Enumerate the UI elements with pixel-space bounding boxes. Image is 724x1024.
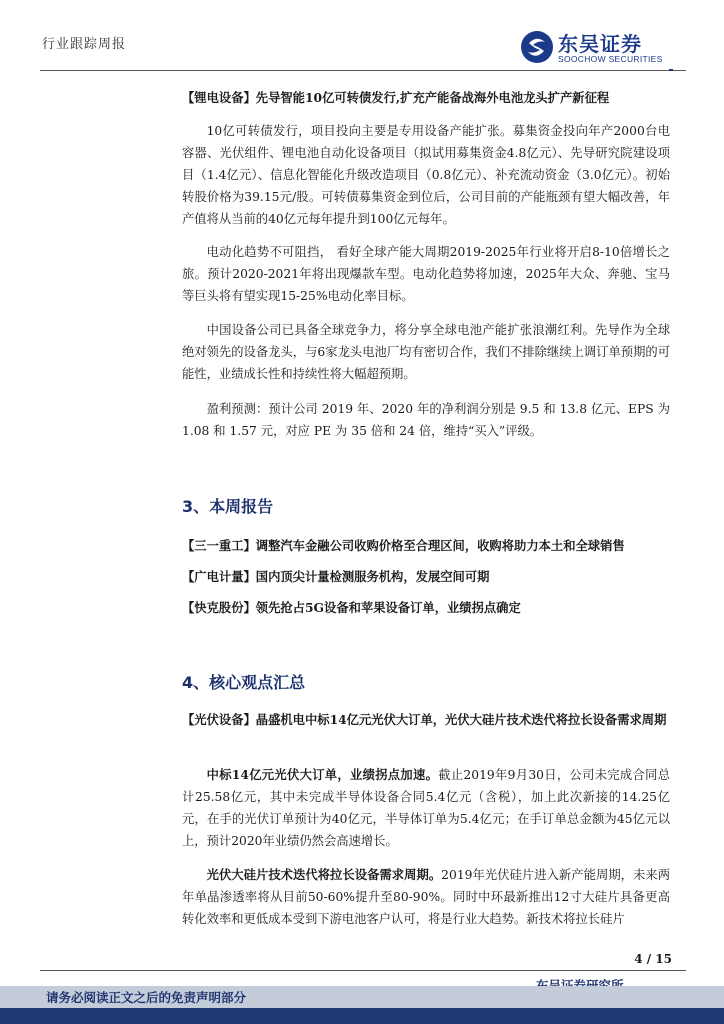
weekly-report-item: 【三一重工】调整汽车金融公司收购价格至合理区间，收购将助力本土和全球销售	[182, 538, 625, 553]
footer-dark-band	[0, 1008, 724, 1024]
section-4-heading: 4、核心观点汇总	[182, 673, 306, 692]
brand-name-cn: 东吴证券	[558, 32, 642, 56]
lithium-para-3: 中国设备公司已具备全球竞争力，将分享全球电池产能扩张浪潮红利。先导作为全球绝对领先的设备龙头，与6家龙头电池厂均有密切合作，我们不排除继续上调订单预期的可能性，业绩成长性和持续性将大幅超预期。	[182, 323, 670, 381]
lithium-para-2: 电动化趋势不可阻挡， 看好全球产能大周期2019-2025年行业将开启8-10倍增长之旅。预计2020-2021年将出现爆款车型。电动化趋势将加速，2025年大众、奔驰、宝马等巨头将有望实现15-25%电动化率目标。	[182, 245, 670, 303]
weekly-report-item: 【广电计量】国内顶尖计量检测服务机构，发展空间可期	[182, 569, 490, 584]
weekly-report-item: 【快克股份】领先抢占5G设备和苹果设备订单，业绩拐点确定	[182, 600, 521, 615]
report-type-label: 行业跟踪周报	[42, 37, 127, 52]
pv-para-1	[182, 764, 670, 852]
pv-para-2-body: 2019年光伏硅片进入新产能周期，未来两年单晶渗透率将从目前50-60%提升至80-90%。同时中环最新推出12寸大硅片具备更高转化效率和更低成本受到下游电池客户认可，将是行业大趋势。新技术将拉长硅片	[182, 868, 670, 926]
pv-para-2-lead: 光伏大硅片技术迭代将拉长设备需求周期。	[206, 867, 442, 882]
page-number: 4 / 15	[634, 952, 672, 966]
pv-para-2	[182, 864, 670, 930]
section-3-heading: 3、本周报告	[182, 497, 274, 516]
pv-title: 【光伏设备】晶盛机电中标14亿元光伏大订单，光伏大硅片技术迭代将拉长设备需求周期	[182, 712, 667, 727]
header-accent-mark	[669, 69, 673, 71]
soochow-logo-icon	[520, 30, 554, 64]
disclaimer-notice: 请务必阅读正文之后的免责声明部分	[46, 990, 247, 1005]
brand-logo	[520, 28, 680, 70]
header-divider	[40, 70, 686, 71]
lithium-title: 【锂电设备】先导智能10亿可转债发行,扩充产能备战海外电池龙头扩产新征程	[182, 90, 610, 105]
lithium-para-1: 10亿可转债发行，项目投向主要是专用设备产能扩张。募集资金投向年产2000台电容器、光伏组件、锂电池自动化设备项目（拟试用募集资金4.8亿元）、先导研究院建设项目（1.4亿元）、信息化智能化升级改造项目（0.8亿元）、补充流动资金（3.0亿元）。初始转股价格为39.15元/股。可转债募集资金到位后，公司目前的产能瓶颈有望大幅改善，年产值将从当前的40亿元每年提升到100亿元每年。	[182, 124, 670, 226]
brand-name-en: SOOCHOW SECURITIES	[558, 54, 663, 64]
pv-para-1-body: 截止2019年9月30日，公司未完成合同总计25.58亿元，其中未完成半导体设备合同5.4亿元（含税），加上此次新接的14.25亿元，在手的光伏订单预计为40亿元，半导体订单为5.4亿元；在手订单总金额为45亿元以上，预计2020年业绩仍然会高速增长。	[182, 768, 670, 848]
lithium-para-4: 盈利预测：预计公司 2019 年、2020 年的净利润分别是 9.5 和 13.8 亿元、EPS 为 1.08 和 1.57 元，对应 PE 为 35 倍和 24 倍，维持“买入”评级。	[182, 402, 670, 438]
pv-para-1-lead: 中标14亿元光伏大订单，业绩拐点加速。	[206, 767, 439, 782]
footer-divider	[40, 970, 686, 971]
